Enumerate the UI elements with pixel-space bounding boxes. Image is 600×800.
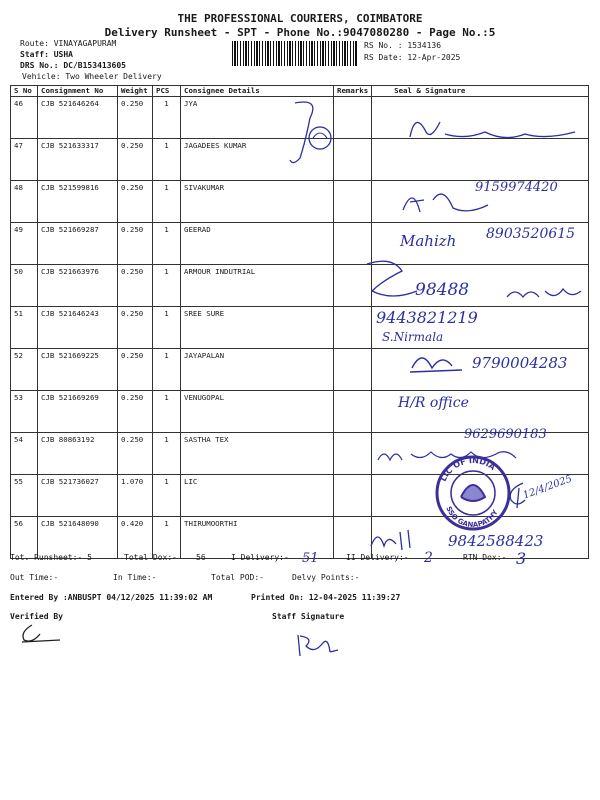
note-53: H/R office bbox=[398, 395, 469, 411]
cell-sno: 50 bbox=[11, 265, 38, 307]
signature-47 bbox=[405, 112, 585, 152]
cell-consignee: SREE SURE bbox=[181, 307, 334, 349]
cell-consignee: SIVAKUMAR bbox=[181, 181, 334, 223]
cell-sno: 51 bbox=[11, 307, 38, 349]
cell-consignee: JAGADEES KUMAR bbox=[181, 139, 334, 181]
cell-weight: 0.250 bbox=[118, 307, 153, 349]
i-delivery-value: 51 bbox=[302, 551, 319, 566]
date-55: 12/4/2025 bbox=[521, 473, 574, 502]
table-row bbox=[11, 265, 589, 307]
phone-56: 9842588423 bbox=[448, 532, 544, 550]
cell-consignee: LIC bbox=[181, 475, 334, 517]
cell-consignment: CJB 521669225 bbox=[38, 349, 118, 391]
total-dox-label: Total Dox:- bbox=[124, 553, 177, 562]
verified-by: Verified By bbox=[10, 612, 63, 621]
cell-consignment: CJB 521633317 bbox=[38, 139, 118, 181]
signature-50 bbox=[362, 256, 422, 301]
rtn-dox-label: RTN Dox:- bbox=[463, 553, 507, 562]
cell-weight: 0.250 bbox=[118, 97, 153, 139]
cell-sno: 56 bbox=[11, 517, 38, 559]
verified-signature bbox=[12, 622, 62, 647]
initial-55 bbox=[505, 478, 530, 513]
col-consignment: Consignment No bbox=[38, 86, 118, 97]
drs-no: DRS No.: DC/B153413605 bbox=[20, 61, 126, 70]
cell-pcs: 1 bbox=[153, 181, 181, 223]
cell-sno: 49 bbox=[11, 223, 38, 265]
phone-54: 9629690183 bbox=[464, 427, 547, 442]
entered-by: Entered By :ANBUSPT 04/12/2025 11:39:02 AM bbox=[10, 593, 213, 602]
cell-consignment: CJB 521599816 bbox=[38, 181, 118, 223]
cell-sno: 54 bbox=[11, 433, 38, 475]
cell-remarks bbox=[334, 475, 372, 517]
cell-sno: 47 bbox=[11, 139, 38, 181]
phone-48: 9159974420 bbox=[475, 180, 558, 195]
cell-consignee: JYA bbox=[181, 97, 334, 139]
staff-signature-mark bbox=[292, 630, 342, 660]
staff: Staff: USHA bbox=[20, 50, 73, 59]
ii-delivery-value: 2 bbox=[424, 550, 433, 566]
cell-consignment: CJB 521663976 bbox=[38, 265, 118, 307]
phone-49: 8903520615 bbox=[486, 226, 576, 242]
printed-on: Printed On: 12-04-2025 11:39:27 bbox=[251, 593, 401, 602]
lic-seal-stamp bbox=[433, 453, 513, 533]
col-remarks: Remarks bbox=[334, 86, 372, 97]
cell-sno: 46 bbox=[11, 97, 38, 139]
rs-date: RS Date: 12-Apr-2025 bbox=[364, 53, 461, 62]
table-header bbox=[11, 86, 589, 97]
runsheet-title: Delivery Runsheet - SPT - Phone No.:9047080280 - Page No.:5 bbox=[104, 26, 496, 39]
cell-weight: 0.250 bbox=[118, 181, 153, 223]
in-time: In Time:- bbox=[113, 573, 157, 582]
cell-consignee: JAYAPALAN bbox=[181, 349, 334, 391]
cell-consignee: ARMOUR INDUTRIAL bbox=[181, 265, 334, 307]
cell-consignment: CJB 80863192 bbox=[38, 433, 118, 475]
col-pcs: PCS bbox=[153, 86, 181, 97]
tot-runsheet: Tot. Runsheet:- 5 bbox=[10, 553, 92, 562]
cell-pcs: 1 bbox=[153, 349, 181, 391]
cell-sno: 53 bbox=[11, 391, 38, 433]
cell-pcs: 1 bbox=[153, 433, 181, 475]
col-consignee: Consignee Details bbox=[181, 86, 334, 97]
rs-no: RS No. : 1534136 bbox=[364, 41, 442, 50]
route: Route: VINAYAGAPURAM bbox=[20, 39, 117, 48]
svg-text:LIC OF INDIA: LIC OF INDIA bbox=[438, 455, 497, 483]
cell-weight: 0.250 bbox=[118, 349, 153, 391]
cell-consignee: GEERAD bbox=[181, 223, 334, 265]
col-weight: Weight bbox=[118, 86, 153, 97]
signature-46 bbox=[285, 98, 345, 168]
ii-delivery-label: II Delivery:- bbox=[346, 553, 409, 562]
cell-pcs: 1 bbox=[153, 391, 181, 433]
company-title: THE PROFESSIONAL COURIERS, COIMBATORE bbox=[177, 12, 423, 25]
cell-consignment: CJB 521648090 bbox=[38, 517, 118, 559]
cell-pcs: 1 bbox=[153, 517, 181, 559]
phone-52: 9790004283 bbox=[472, 354, 568, 372]
cell-consignment: CJB 521669287 bbox=[38, 223, 118, 265]
cell-consignee: THIRUMOORTHI bbox=[181, 517, 334, 559]
delvy-points: Delvy Points:- bbox=[292, 573, 360, 582]
total-dox-value: 56 bbox=[196, 553, 206, 562]
scribble-50 bbox=[505, 283, 585, 303]
vehicle: Vehicle: Two Wheeler Delivery bbox=[22, 72, 162, 81]
i-delivery-label: I Delivery:- bbox=[231, 553, 289, 562]
cell-weight: 1.070 bbox=[118, 475, 153, 517]
cell-pcs: 1 bbox=[153, 265, 181, 307]
cell-weight: 0.250 bbox=[118, 391, 153, 433]
cell-consignment: CJB 521646243 bbox=[38, 307, 118, 349]
rtn-dox-value: 3 bbox=[516, 549, 527, 568]
cell-consignment: CJB 521669269 bbox=[38, 391, 118, 433]
cell-pcs: 1 bbox=[153, 307, 181, 349]
cell-weight: 0.250 bbox=[118, 265, 153, 307]
svg-text:SSO GANAPATHY: SSO GANAPATHY bbox=[444, 505, 500, 530]
cell-weight: 0.250 bbox=[118, 433, 153, 475]
name-51: S.Nirmala bbox=[382, 330, 444, 344]
signature-52 bbox=[407, 348, 467, 378]
total-pod: Total POD:- bbox=[211, 573, 264, 582]
phone-51: 9443821219 bbox=[376, 308, 478, 327]
col-seal: Seal & Signature bbox=[372, 86, 589, 97]
staff-signature: Staff Signature bbox=[272, 612, 345, 621]
cell-pcs: 1 bbox=[153, 475, 181, 517]
phone-50: 98488 bbox=[415, 280, 470, 300]
barcode bbox=[232, 41, 358, 66]
name-49: Mahizh bbox=[400, 232, 457, 250]
cell-weight: 0.420 bbox=[118, 517, 153, 559]
cell-remarks bbox=[334, 433, 372, 475]
cell-weight: 0.250 bbox=[118, 139, 153, 181]
cell-consignee: SASTHA TEX bbox=[181, 433, 334, 475]
out-time: Out Time:- bbox=[10, 573, 59, 582]
cell-consignment: CJB 521646264 bbox=[38, 97, 118, 139]
cell-sno: 55 bbox=[11, 475, 38, 517]
cell-remarks bbox=[334, 391, 372, 433]
cell-remarks bbox=[334, 181, 372, 223]
cell-consignee: VENUGOPAL bbox=[181, 391, 334, 433]
cell-remarks bbox=[334, 349, 372, 391]
cell-pcs: 1 bbox=[153, 97, 181, 139]
cell-pcs: 1 bbox=[153, 139, 181, 181]
cell-pcs: 1 bbox=[153, 223, 181, 265]
cell-consignment: CJB 521736027 bbox=[38, 475, 118, 517]
cell-sno: 48 bbox=[11, 181, 38, 223]
table-row bbox=[11, 307, 589, 349]
cell-weight: 0.250 bbox=[118, 223, 153, 265]
col-sno: S No bbox=[11, 86, 38, 97]
cell-remarks bbox=[334, 307, 372, 349]
cell-sno: 52 bbox=[11, 349, 38, 391]
